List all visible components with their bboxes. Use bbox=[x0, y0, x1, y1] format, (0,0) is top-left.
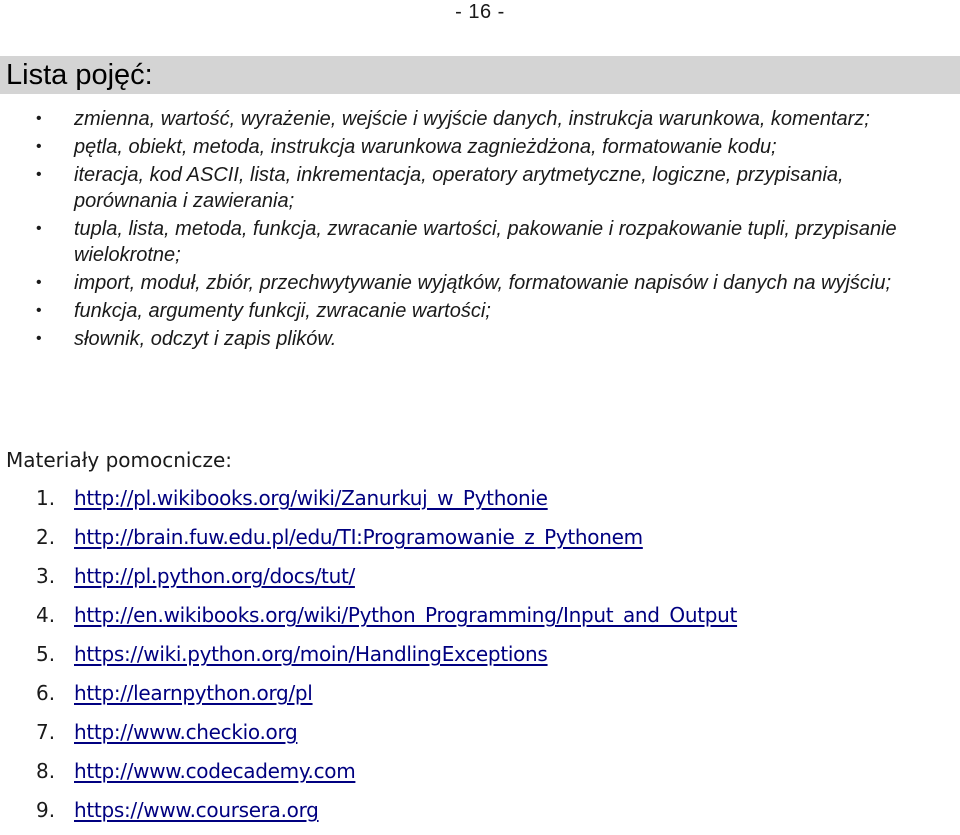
link-python-docs-tut[interactable]: http://pl.python.org/docs/tut/ bbox=[74, 564, 355, 588]
link-number: 2. bbox=[36, 525, 56, 549]
concept-item bbox=[0, 326, 960, 352]
bullet-icon: • bbox=[36, 330, 42, 347]
bullet-icon: • bbox=[36, 166, 42, 183]
link-item bbox=[0, 757, 960, 796]
concept-text: import, moduł, zbiór, przechwytywanie wyjątków, formatowanie napisów i danych na wyjściu; bbox=[74, 272, 892, 294]
concept-item bbox=[0, 106, 960, 132]
link-item bbox=[0, 718, 960, 757]
link-number: 7. bbox=[36, 720, 56, 744]
link-number: 4. bbox=[36, 603, 56, 627]
link-item bbox=[0, 562, 960, 601]
bullet-icon: • bbox=[36, 220, 42, 237]
concept-item bbox=[0, 134, 960, 160]
link-checkio[interactable]: http://www.checkio.org bbox=[74, 720, 298, 744]
link-handling-exceptions[interactable]: https://wiki.python.org/moin/HandlingExceptions bbox=[74, 642, 548, 666]
section-title: Lista pojęć: bbox=[0, 56, 960, 94]
link-learnpython[interactable]: http://learnpython.org/pl bbox=[74, 681, 313, 705]
link-item bbox=[0, 523, 960, 562]
materials-title: Materiały pomocnicze: bbox=[6, 448, 232, 472]
concept-text: pętla, obiekt, metoda, instrukcja warunkowa zagnieżdżona, formatowanie kodu; bbox=[74, 136, 777, 158]
bullet-icon: • bbox=[36, 274, 42, 291]
page-number: - 16 - bbox=[455, 1, 505, 23]
link-item bbox=[0, 679, 960, 718]
bullet-icon: • bbox=[36, 138, 42, 155]
bullet-icon: • bbox=[36, 110, 42, 127]
concept-text: iteracja, kod ASCII, lista, inkrementacja, operatory arytmetyczne, logiczne, przypisania, porównania i zawierania; bbox=[74, 164, 844, 212]
concept-text: funkcja, argumenty funkcji, zwracanie wartości; bbox=[74, 300, 491, 322]
concept-text: tupla, lista, metoda, funkcja, zwracanie wartości, pakowanie i rozpakowanie tupli, przypisanie wielokrotne; bbox=[74, 218, 897, 266]
link-codecademy[interactable]: http://www.codecademy.com bbox=[74, 759, 356, 783]
concept-item bbox=[0, 270, 960, 296]
concepts-list bbox=[0, 106, 960, 354]
link-programowanie-z-pythonem[interactable]: http://brain.fuw.edu.pl/edu/TI:Programowanie_z_Pythonem bbox=[74, 525, 643, 549]
link-number: 9. bbox=[36, 798, 56, 822]
link-number: 3. bbox=[36, 564, 56, 588]
concept-text: zmienna, wartość, wyrażenie, wejście i wyjście danych, instrukcja warunkowa, komentarz; bbox=[74, 108, 870, 130]
link-item bbox=[0, 796, 960, 835]
concept-item bbox=[0, 162, 960, 214]
concept-item bbox=[0, 298, 960, 324]
link-coursera[interactable]: https://www.coursera.org bbox=[74, 798, 319, 822]
link-item bbox=[0, 640, 960, 679]
link-zanurkuj-w-pythonie[interactable]: http://pl.wikibooks.org/wiki/Zanurkuj_w_Pythonie bbox=[74, 486, 548, 510]
link-number: 8. bbox=[36, 759, 56, 783]
bullet-icon: • bbox=[36, 302, 42, 319]
link-item bbox=[0, 601, 960, 640]
link-item bbox=[0, 484, 960, 523]
concept-text: słownik, odczyt i zapis plików. bbox=[74, 328, 337, 350]
links-list bbox=[0, 484, 960, 835]
link-number: 1. bbox=[36, 486, 56, 510]
link-number: 5. bbox=[36, 642, 56, 666]
link-wikibooks-input-output[interactable]: http://en.wikibooks.org/wiki/Python_Programming/Input_and_Output bbox=[74, 603, 738, 627]
concept-item bbox=[0, 216, 960, 268]
link-number: 6. bbox=[36, 681, 56, 705]
